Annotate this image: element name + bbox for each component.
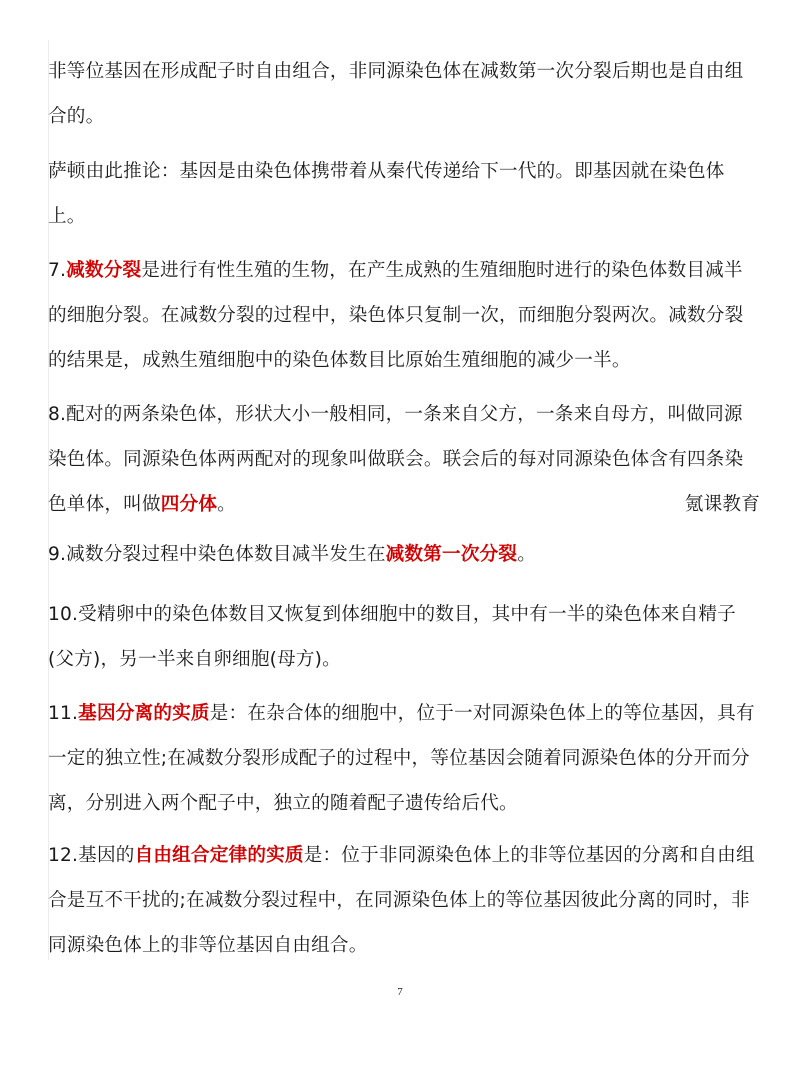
text-segment: 非等位基因在形成配子时自由组合，非同源染色体在减数第一次分裂后期也是自由组合的。 <box>48 61 744 127</box>
text-segment: 7. <box>48 260 67 281</box>
text-segment: 。 <box>217 494 236 515</box>
paragraph-7-meiosis <box>48 248 760 383</box>
text-segment: 12.基因的 <box>48 845 135 866</box>
paragraph-12-independent-assortment <box>48 833 760 968</box>
paragraph-9-chromosome-halving <box>48 532 760 577</box>
paragraph-non-allelic-genes <box>48 49 760 139</box>
page-number: 7 <box>397 986 403 998</box>
paragraph-10-fertilized-egg <box>48 592 760 682</box>
highlighted-term: 减数第一次分裂 <box>385 544 518 565</box>
watermark-text: 氪课教育 <box>684 494 760 515</box>
text-segment: 10.受精卵中的染色体数目又恢复到体细胞中的数目，其中有一半的染色体来自精子(父方)，另一半来自卵细胞(母方)。 <box>48 604 736 670</box>
text-segment: 萨顿由此推论：基因是由染色体携带着从秦代传递给下一代的。即基因就在染色体上。 <box>48 161 725 227</box>
text-segment: 8.配对的两条染色体，形状大小一般相同，一条来自父方，一条来自母方，叫做同源染色体。同源染色体两两配对的现象叫做联会。联会后的每对同源染色体含有四条染色单体，叫做 <box>48 404 744 515</box>
highlighted-term: 基因分离的实质 <box>78 703 210 724</box>
text-segment: 是进行有性生殖的生物，在产生成熟的生殖细胞时进行的染色体数目减半的细胞分裂。在减数分裂的过程中，染色体只复制一次，而细胞分裂两次。减数分裂的结果是，成熟生殖细胞中的染色体数目比原始生殖细胞的减少一半。 <box>48 260 744 371</box>
highlighted-term: 减数分裂 <box>66 260 142 281</box>
paragraph-8-homologous-chromosomes <box>48 392 760 527</box>
paragraph-11-segregation-essence <box>48 691 760 826</box>
highlighted-term: 自由组合定律的实质 <box>134 845 304 866</box>
text-segment: 11. <box>48 703 79 724</box>
text-segment: 9.减数分裂过程中染色体数目减半发生在 <box>48 544 386 565</box>
highlighted-term: 四分体 <box>160 494 218 515</box>
paragraph-sutton-inference <box>48 149 760 239</box>
text-segment: 是：位于非同源染色体上的非等位基因的分离和自由组合是互不干扰的;在减数分裂过程中，在同源染色体上的等位基因彼此分离的同时，非同源染色体上的非等位基因自由组合。 <box>48 845 755 956</box>
text-segment: 是：在杂合体的细胞中，位于一对同源染色体上的等位基因，具有一定的独立性;在减数分裂形成配子的过程中，等位基因会随着同源染色体的分开而分离，分别进入两个配子中，独立的随着配子遗传给后代。 <box>48 703 755 814</box>
text-segment: 。 <box>517 544 536 565</box>
